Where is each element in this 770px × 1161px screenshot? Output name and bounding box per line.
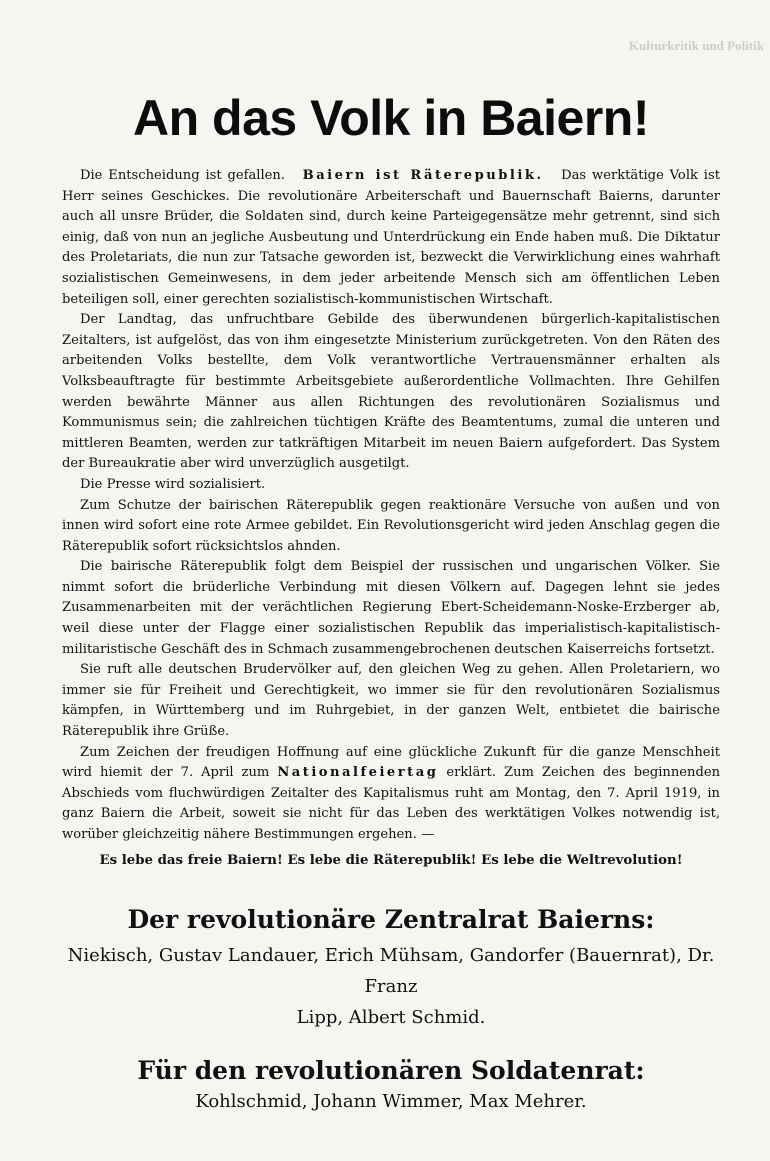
paragraph-7-rest: erklärt. Zum Zeichen des beginnenden Abschieds vom fluchwürdigen Zeitalter des Kapitalismus ruht am Montag, den 7. April 1919, in ganz Baiern die Arbeit, soweit sie nicht für das Leben des werktätigen Volkes notwendig ist, worüber gleichzeitig nähere Bestimmungen ergehen. — — [62, 765, 721, 842]
council-names-line-1: Niekisch, Gustav Landauer, Erich Mühsam, Gandorfer (Bauernrat), Dr. Franz — [67, 944, 715, 997]
bleed-through-header: Kulturkritik und Politik — [628, 38, 764, 53]
paragraph-7 — [62, 743, 720, 846]
paragraph-1-opening: Die Entscheidung ist gefallen. — [80, 168, 286, 183]
paragraph-7-emphasis: Nationalfeiertag — [277, 765, 439, 781]
paragraph-3: Die Presse wird sozialisiert. — [80, 476, 266, 492]
page-title: An das Volk in Baiern! — [133, 90, 649, 146]
paragraph-6: Sie ruft alle deutschen Brudervölker auf, den gleichen Weg zu gehen. Allen Proletariern, wo immer sie für Freiheit und Gerechtigkeit, wo immer sie für den revolutionären Sozialismus kämpfen, in Württemberg und im Ruhrgebiet, in der ganzen Welt, entbietet die bairische Räterepublik ihre Grüße. — [62, 662, 720, 740]
paragraph-4: Zum Schutze der bairischen Räterepublik gegen reaktionäre Versuche von außen und von innen wird sofort eine rote Armee gebildet. Ein Revolutionsgericht wird jeden Anschlag gegen die Räterepublik sofort rücksichtslos ahnden. — [62, 497, 720, 554]
paragraph-1 — [62, 166, 720, 310]
paragraph-5: Die bairische Räterepublik folgt dem Beispiel der russischen und ungarischen Völker. Sie nimmt sofort die brüderliche Verbindung mit diesen Völkern auf. Dagegen lehnt sie jedes Zusammenarbeiten mit der verächtlichen Regierung Ebert-Scheidemann-Noske-Erzberger ab, weil diese unter der Flagge einer sozialistischen Republik das imperialistisch-kapitalistisch-militaristische Geschäft des in Schmach zusammengebrochenen deutschen Kaiserreichs fortsetzt. — [62, 559, 720, 657]
paragraph-1-rest: Das werktätige Volk ist Herr seines Geschickes. Die revolutionäre Arbeiterschaft und Bauernschaft Baierns, darunter auch all unsre Brüder, die Soldaten sind, durch keine Parteigegensätze mehr getrennt, sind sich einig, daß von nun an jegliche Ausbeutung und Unterdrückung ein Ende haben muß. Die Diktatur des Proletariats, die nun zur Tatsache geworden ist, bezweckt die Verwirklichung eines wahrhaft sozialistischen Gemeinwesens, in dem jeder arbeitende Mensch sich am öffentlichen Leben beteiligen soll, einer gerechten sozialistisch-kommunistischen Wirtschaft. — [62, 168, 720, 307]
council-names-line-2: Lipp, Albert Schmid. — [296, 1006, 486, 1028]
paragraph-2: Der Landtag, das unfruchtbare Gebilde des überwundenen bürgerlich-kapitalistischen Zeitalters, ist aufgelöst, das von ihm eingesetzte Ministerium zurückgetreten. Von den Räten des arbeitenden Volks bestellte, dem Volk verantwortliche Vertrauensmänner erhalten als Volksbeauftragte für bestimmte Arbeitsgebiete außerordentliche Vollmachten. Ihre Gehilfen werden bewährte Männer aus allen Richtungen des revolutionären Sozialismus und Kommunismus sein; die zahlreichen tüchtigen Kräfte des Beamtentums, zumal die unteren und mittleren Beamten, werden zur tatkräftigen Mitarbeit im neuen Baiern aufgefordert. Das System der Bureaukratie aber wird unverzüglich ausgetilgt. — [62, 312, 720, 472]
central-council-names — [62, 940, 720, 1033]
paragraph-7-opening: Zum Zeichen der freudigen Hoffnung auf eine glückliche Zukunft für die ganze Menschheit wird hiemit der 7. April zum — [62, 744, 720, 781]
soldiers-council-names: Kohlschmid, Johann Wimmer, Max Mehrer. — [195, 1090, 587, 1112]
proclamation-body — [62, 166, 720, 846]
soldiers-council-heading: Für den revolutionären Soldatenrat: — [137, 1055, 645, 1085]
paragraph-1-emphasis: Baiern ist Räterepublik. — [302, 168, 544, 183]
central-council-heading: Der revolutionäre Zentralrat Baierns: — [127, 904, 655, 934]
closing-cheers: Es lebe das freie Baiern! Es lebe die Räterepublik! Es lebe die Weltrevolution! — [99, 852, 683, 868]
